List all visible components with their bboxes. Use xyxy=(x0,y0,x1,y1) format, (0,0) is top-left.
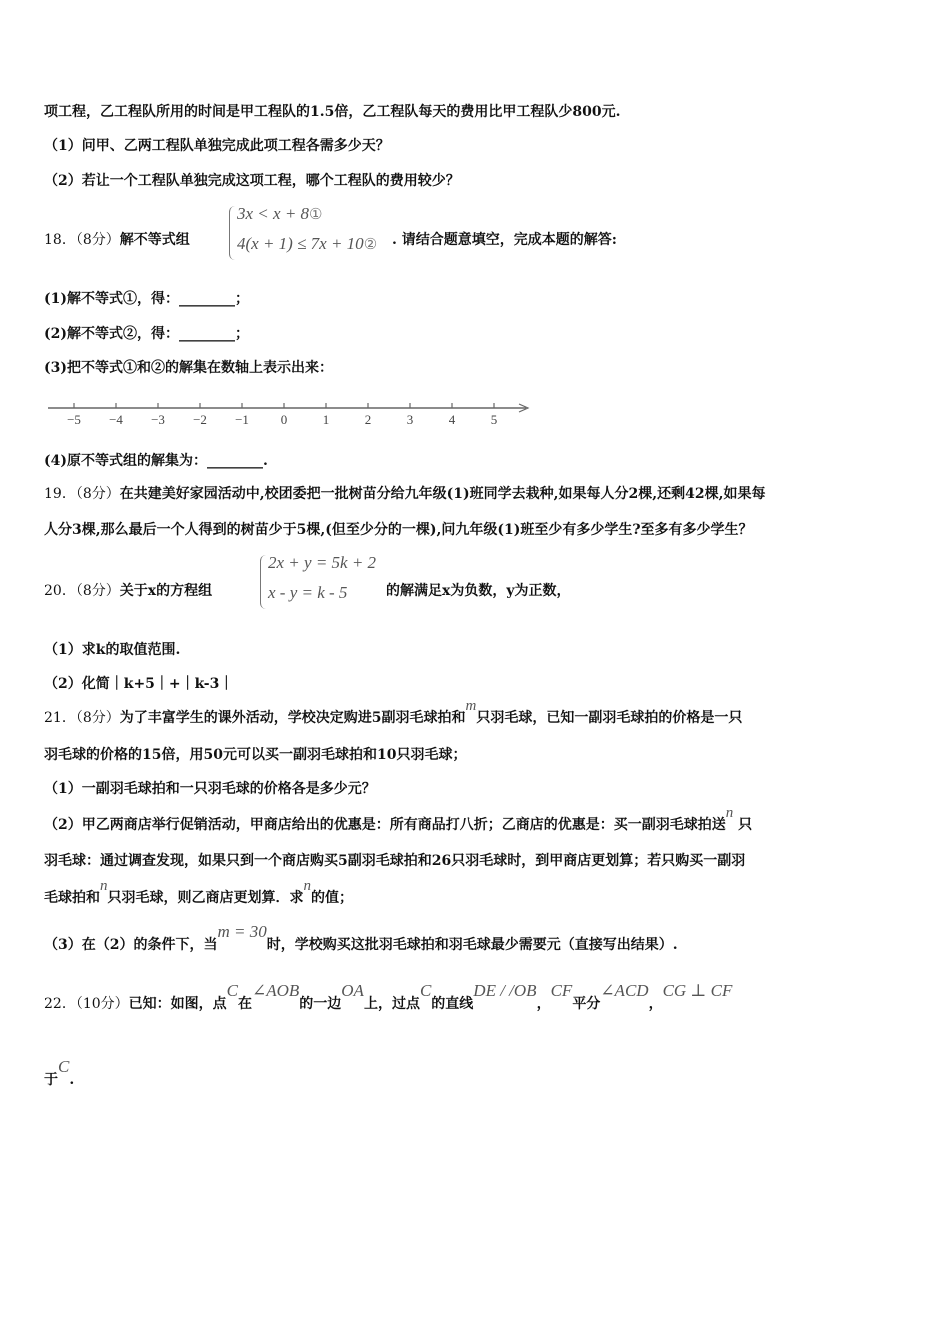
p21-q2-text-f: 的值； xyxy=(311,890,353,906)
p21-line-1 xyxy=(44,698,743,728)
p22-angle-acd: ∠ACD xyxy=(600,981,649,1000)
p18-inequality-system xyxy=(229,204,399,262)
p17-continuation: 项工程，乙工程队所用的时间是甲工程队的1.5倍，乙工程队每天的费用比甲工程队少800元. xyxy=(44,104,621,120)
p22-point-c-2: C xyxy=(419,981,432,1000)
p20-number: 20．（8分） xyxy=(44,583,120,599)
p18-number: 18．（8分） xyxy=(44,232,120,248)
number-line-tick-label: −5 xyxy=(67,412,81,427)
p19-number: 19．（8分） xyxy=(44,486,120,502)
number-line-tick-label: −3 xyxy=(151,412,165,427)
p22-text-5: 的直线 xyxy=(431,996,474,1012)
p18-inequality-1: 3x < x + 8 xyxy=(237,204,310,223)
p18-brace xyxy=(229,206,236,260)
p21-q3-text-a: （3）在（2）的条件下，当 xyxy=(44,937,218,953)
p22-comma-1: ， xyxy=(536,996,551,1012)
p22-parallel: DE / /OB xyxy=(473,981,537,1000)
p22-segment-cf: CF xyxy=(550,981,573,1000)
p21-q3-text-b: 时，学校购买这批羽毛球拍和羽毛球最少需要元（直接写出结果）. xyxy=(266,937,678,953)
p22-perpendicular: CG ⊥ CF xyxy=(662,981,733,1000)
p19-text-1: 在共建美好家园活动中,校团委把一批树苗分给九年级(1)班同学去栽种,如果每人分2棵,还剩42棵,如果每 xyxy=(119,486,766,502)
p18-header xyxy=(44,230,190,250)
number-line-tick-label: −1 xyxy=(235,412,249,427)
p22-angle-aob: ∠AOB xyxy=(251,981,300,1000)
p20-brace xyxy=(260,555,267,609)
p22-text-7: 于 xyxy=(44,1072,58,1088)
p21-var-n-2: n xyxy=(100,878,108,894)
number-line-tick-label: 0 xyxy=(280,412,288,427)
p22-comma-2: ， xyxy=(648,996,663,1012)
number-line-tick-label: 1 xyxy=(322,412,330,427)
p20-header xyxy=(44,581,212,601)
p18-step-4: (4)原不等式组的解集为：________. xyxy=(44,453,268,469)
p17-question-1: （1）问甲、乙两工程队单独完成此项工程各需多少天？ xyxy=(44,138,390,154)
p21-q2-text-a: （2）甲乙两商店举行促销活动，甲商店给出的优惠是：所有商品打八折；乙商店的优惠是：买一副羽毛球拍送 xyxy=(44,817,726,833)
p18-step-3: (3)把不等式①和②的解集在数轴上表示出来： xyxy=(44,360,333,376)
p20-question-2: （2）化简｜k+5｜+｜k-3｜ xyxy=(44,676,234,692)
p22-text-8: . xyxy=(69,1072,75,1088)
p20-equation-system xyxy=(260,553,390,611)
p18-lead: 解不等式组 xyxy=(119,232,190,248)
p20-tail: 的解满足x为负数，y为正数， xyxy=(386,583,571,599)
p20-equation-2: x - y = k - 5 xyxy=(268,583,348,602)
p18-mark-2: ② xyxy=(363,237,378,253)
p18-tail: . 请结合题意填空，完成本题的解答: xyxy=(392,232,617,248)
p22-text-2: 在 xyxy=(237,996,252,1012)
p21-var-n-3: n xyxy=(303,878,311,894)
number-line-tick-label: −4 xyxy=(109,412,123,427)
p22-point-c: C xyxy=(226,981,238,1000)
p21-line-2: 羽毛球的价格的15倍，用50元可以买一副羽毛球拍和10只羽毛球； xyxy=(44,747,467,763)
p22-number: 22．（10分） xyxy=(44,996,129,1012)
p21-q2-text-b: 只 xyxy=(738,817,753,833)
p21-question-2-line-1 xyxy=(44,805,753,835)
p21-var-n: n xyxy=(725,805,734,821)
p22-point-c-3: C xyxy=(58,1057,70,1076)
p21-q3-condition: m = 30 xyxy=(217,922,267,941)
p18-mark-1: ① xyxy=(309,207,323,223)
number-line xyxy=(44,396,534,432)
p20-lead: 关于x的方程组 xyxy=(119,583,213,599)
p21-text-1b: 只羽毛球，已知一副羽毛球拍的价格是一只 xyxy=(476,710,743,726)
number-line-tick-label: 3 xyxy=(406,412,414,427)
p19-line-2: 人分3棵,那么最后一个人得到的树苗少于5棵,(但至少分的一棵),问九年级(1)班至少有多少学生?至多有多少学生？ xyxy=(44,522,753,538)
p21-text-1a: 为了丰富学生的课外活动，学校决定购进5副羽毛球拍和 xyxy=(119,710,466,726)
p21-question-3 xyxy=(44,922,678,955)
p22-line-1 xyxy=(44,981,733,1014)
p21-q2-text-e: 只羽毛球，则乙商店更划算．求 xyxy=(107,890,304,906)
p19-line-1 xyxy=(44,484,765,504)
p21-question-1: （1）一副羽毛球拍和一只羽毛球的价格各是多少元？ xyxy=(44,781,376,797)
p22-side-oa: OA xyxy=(341,981,364,1000)
number-line-tick-label: 5 xyxy=(490,412,498,427)
p18-step-2: (2)解不等式②，得：________； xyxy=(44,326,249,342)
p22-text-3: 的一边 xyxy=(299,996,342,1012)
p20-question-1: （1）求k的取值范围. xyxy=(44,642,181,658)
p21-question-2-line-3 xyxy=(44,878,353,908)
p21-number: 21．（8分） xyxy=(44,710,120,726)
p21-var-m: m xyxy=(465,698,477,714)
p18-step-1: (1)解不等式①，得：________； xyxy=(44,291,249,307)
p17-question-2: （2）若让一个工程队单独完成这项工程，哪个工程队的费用较少？ xyxy=(44,173,460,189)
number-line-tick-label: 2 xyxy=(364,412,372,427)
p22-text-4: 上，过点 xyxy=(363,996,420,1012)
p18-inequality-2: 4(x + 1) ≤ 7x + 10 xyxy=(237,234,364,253)
p20-equation-1: 2x + y = 5k + 2 xyxy=(268,553,377,572)
number-line-tick-label: −2 xyxy=(193,412,207,427)
p21-question-2-line-2: 羽毛球：通过调查发现，如果只到一个商店购买5副羽毛球拍和26只羽毛球时，到甲商店更划算；若只购买一副羽 xyxy=(44,853,746,869)
p22-line-2 xyxy=(44,1057,75,1090)
p21-q2-text-d: 毛球拍和 xyxy=(44,890,100,906)
number-line-tick-label: 4 xyxy=(448,412,456,427)
p22-text-6: 平分 xyxy=(572,996,601,1012)
p22-text-1: 已知：如图，点 xyxy=(128,996,227,1012)
